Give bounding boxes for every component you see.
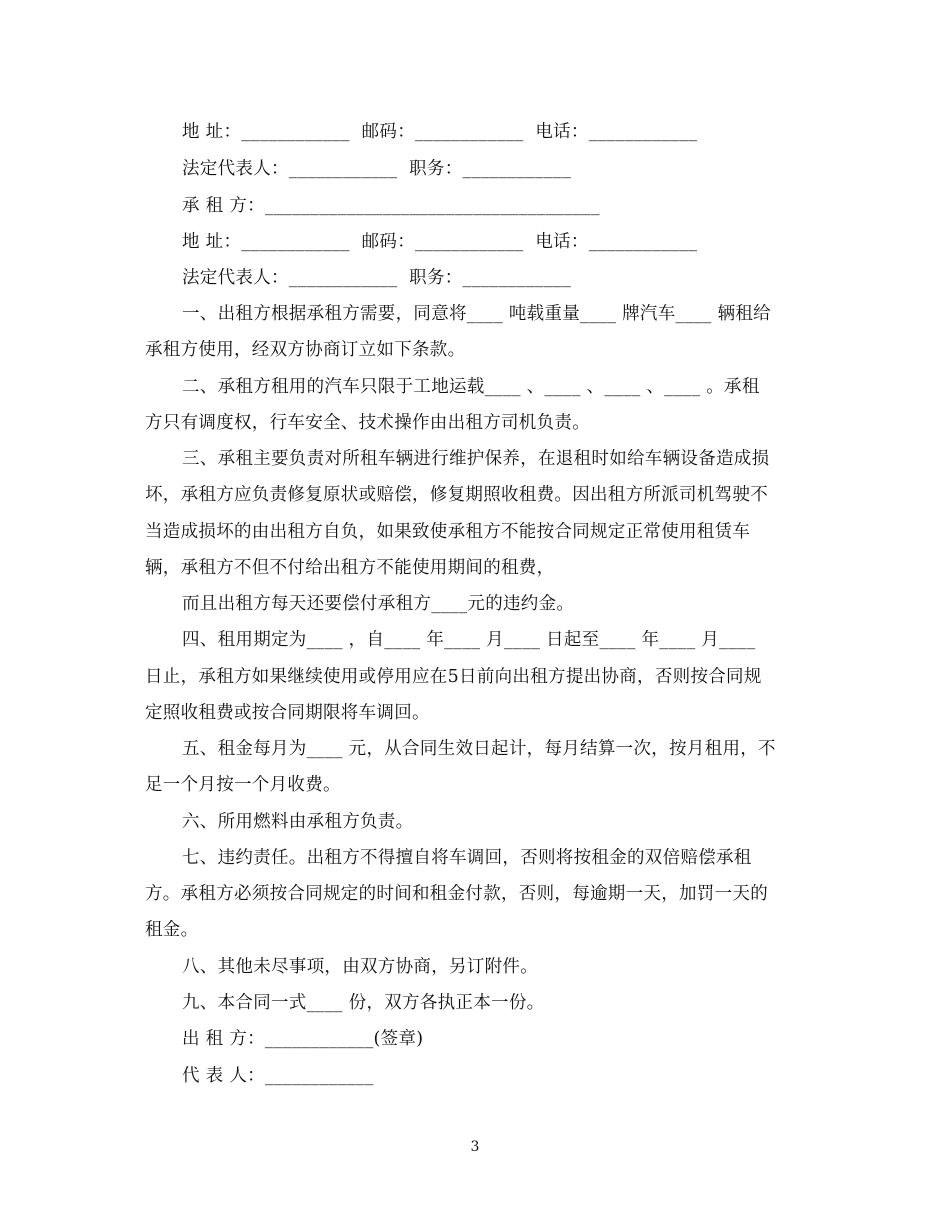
clause-1-line-2: 承租方使用，经双方协商订立如下条款。 (145, 340, 466, 360)
representative-signature-line: 代 表 人：____________ (182, 1066, 374, 1086)
lessor-address-line: 地 址：____________ 邮码：____________ 电话：____________ (182, 122, 698, 142)
clause-3-line-5: 而且出租方每天还要偿付承租方____元的违约金。 (182, 594, 575, 614)
clause-3-line-4: 辆，承租方不但不付给出租方不能使用期间的租费， (145, 558, 555, 578)
lessee-representative-line: 法定代表人：____________ 职务：____________ (182, 268, 572, 288)
clause-7-line-2: 方。承租方必须按合同规定的时间和租金付款，否则，每逾期一天，加罚一天的 (145, 884, 768, 904)
clause-3-line-2: 坏，承租方应负责修复原状或赔偿，修复期照收租费。因出租方所派司机驾驶不 (145, 485, 768, 505)
lessee-line: 承 租 方：_____________________________________ (182, 196, 600, 216)
clause-3-line-3: 当造成损坏的由出租方自负，如果致使承租方不能按合同规定正常使用租赁车 (145, 522, 751, 542)
clause-9-line: 九、本合同一式____ 份，双方各执正本一份。 (182, 993, 545, 1013)
clause-7-line-1: 七、违约责任。出租方不得擅自将车调回，否则将按租金的双倍赔偿承租 (182, 848, 752, 868)
clause-4-line-3: 定照收租费或按合同期限将车调回。 (145, 703, 430, 723)
clause-3-line-1: 三、承租主要负责对所租车辆进行维护保养，在退租时如给车辆设备造成损 (182, 449, 770, 469)
lessor-signature-line: 出 租 方：____________(签章) (182, 1029, 424, 1049)
clause-6-line: 六、所用燃料由承租方负责。 (182, 812, 414, 832)
clause-2-line-1: 二、承租方租用的汽车只限于工地运载____ 、____ 、____ 、____ 。承租 (182, 377, 760, 397)
clause-5-line-1: 五、租金每月为____ 元，从合同生效日起计，每月结算一次，按月租用，不 (182, 739, 776, 759)
lessor-representative-line: 法定代表人：____________ 职务：____________ (182, 159, 572, 179)
clause-1-line-1: 一、出租方根据承租方需要，同意将____ 吨载重量____ 牌汽车____ 辆租给 (182, 304, 771, 324)
lessee-address-line: 地 址：____________ 邮码：____________ 电话：____________ (182, 232, 698, 252)
clause-5-line-2: 足一个月按一个月收费。 (145, 775, 341, 795)
clause-4-line-2: 日止，承租方如果继续使用或停用应在5日前向出租方提出协商，否则按合同规 (145, 667, 762, 687)
clause-4-line-1: 四、租用期定为____ ，自____ 年____ 月____ 日起至____ 年____ 月____ (182, 630, 756, 650)
page-number: 3 (470, 1139, 480, 1155)
clause-8-line: 八、其他未尽事项，由双方协商，另订附件。 (182, 957, 538, 977)
clause-7-line-3: 租金。 (145, 920, 199, 940)
clause-2-line-2: 方只有调度权，行车安全、技术操作由出租方司机负责。 (145, 413, 590, 433)
